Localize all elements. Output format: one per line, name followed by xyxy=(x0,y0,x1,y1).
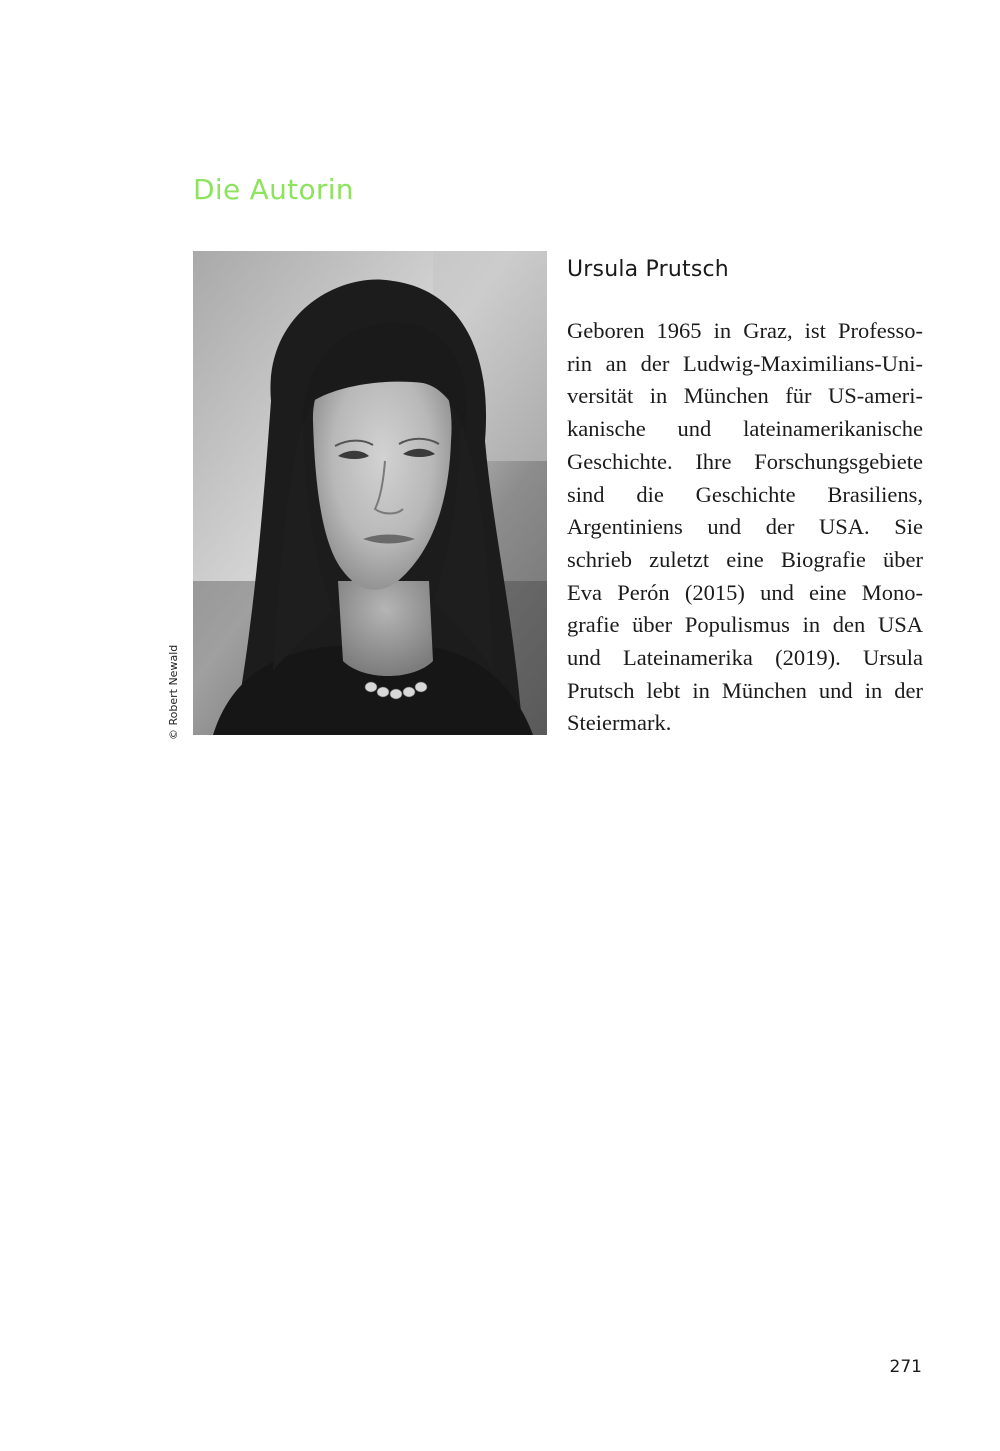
bio-line: Eva Perón (2015) und eine Mono- xyxy=(567,579,923,605)
bio-line: schrieb zuletzt eine Biografie über xyxy=(567,546,923,572)
bio-line: Geboren 1965 in Graz, ist Professo- xyxy=(567,318,923,343)
author-portrait xyxy=(193,251,547,735)
bio-line: Prutsch lebt in München und in der xyxy=(567,677,923,703)
bio-line: Steiermark. xyxy=(567,710,672,736)
bio-line: sind die Geschichte Brasiliens, xyxy=(567,481,923,507)
bio-line: kanische und lateinamerikanische xyxy=(567,416,923,442)
page-number: 271 xyxy=(889,1357,922,1377)
bio-line: grafie über Populismus in den USA xyxy=(567,612,923,638)
bio-line: rin an der Ludwig-Maximilians-Uni- xyxy=(567,350,923,376)
bio-line: Geschichte. Ihre Forschungsgebiete xyxy=(567,448,923,474)
bio-line: und Lateinamerika (2019). Ursula xyxy=(567,645,923,671)
section-heading: Die Autorin xyxy=(193,173,354,206)
bio-line: versität in München für US-ameri- xyxy=(567,383,923,409)
author-bio xyxy=(567,315,923,740)
photo-credit: © Robert Newald xyxy=(167,644,180,740)
bio-line: Argentiniens und der USA. Sie xyxy=(567,514,923,540)
author-name: Ursula Prutsch xyxy=(567,257,729,282)
